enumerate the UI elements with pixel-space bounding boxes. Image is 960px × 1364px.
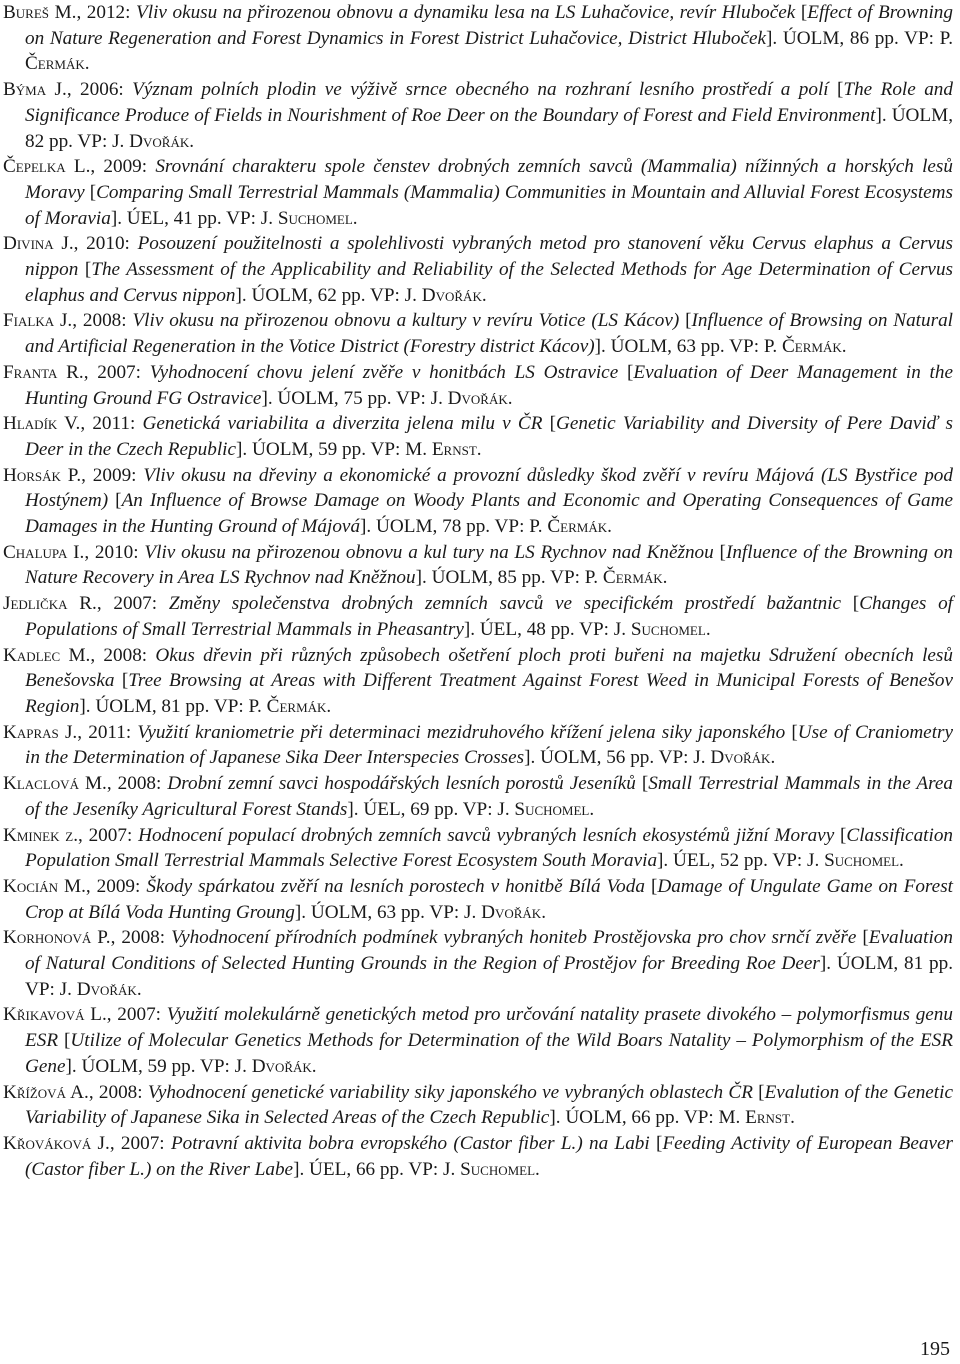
reference-details: ]. ÚEL, 41 pp. VP: J. <box>110 207 278 229</box>
reference-year: , 2012: <box>76 2 137 23</box>
reference-entry: Fialka J., 2008: Vliv okusu na přirozenou obnovu a kultury v revíru Votice (LS Kácov) [Influence of Browsing on Natural and Artificial Regeneration in the Votice District (Forestry district Kácov)]. ÚOLM, 63 pp. VP: P. Čermák. <box>3 310 954 358</box>
reference-title-english: Use of Craniometry in the Determination of Japanese Sika Deer Interspecies Crosses <box>25 721 954 769</box>
reference-entry: Hladík V., 2011: Genetická variabilita a diverzita jelena milu v ČR [Genetic Variability and Diversity of Pere Daviď s Deer in the Czech Republic]. ÚOLM, 59 pp. VP: M. Ernst. <box>3 413 954 460</box>
reference-supervisor: Čermák <box>25 53 85 75</box>
reference-title-czech: Vyhodnocení chovu jelení zvěře v honitbách LS Ostravice <box>149 361 619 383</box>
reference-year: , 2006: <box>66 79 133 101</box>
reference-title-english: Influence of Browsing on Natural and Artificial Regeneration in the Votice District (Forestry district Kácov) <box>25 310 954 358</box>
reference-title-czech: Vyhodnocení přírodních podmínek vybraných honiteb Prostějovska pro chov srnčí zvěře <box>171 927 857 949</box>
reference-end: . <box>705 618 711 640</box>
reference-author: Hladík V. <box>3 413 81 435</box>
reference-title-czech: Změny společenstva drobných zemních savců ve specifickém prostředí bažantnic <box>168 593 842 615</box>
reference-title-czech: Srovnání charakteru spole čenstev drobných zemních savců (Mammalia) nížinných a horských lesů Moravy <box>25 156 953 203</box>
reference-author: Franta R. <box>3 361 84 383</box>
reference-entry: Bureš M., 2012: Vliv okusu na přirozenou obnovu a dynamiku lesa na LS Luhačovice, revír Hluboček [Effect of Browning on Nature Regeneration and Forest Dynamics in Forest District Luhačovice, District Hluboček]. ÚOLM, 86 pp. VP: P. Čermák. <box>3 2 953 75</box>
reference-year: , 2011: <box>80 413 143 435</box>
reference-title-english: Evalution of the Genetic Variability of Japanese Sika in Selected Areas of the Czech Republic <box>25 1081 953 1129</box>
reference-details: ]. ÚOLM, 81 pp. VP: J. <box>25 953 953 1000</box>
reference-author: Kocián M. <box>3 875 86 897</box>
reference-title-english: Utilize of Molecular Genetics Methods for Determination of the Wild Boars Natality – Polymorphism of the ESR Gene <box>25 1030 953 1077</box>
reference-supervisor: Dvořák <box>251 1055 312 1077</box>
reference-year: , 2008: <box>110 927 172 949</box>
reference-supervisor: Suchomel <box>460 1158 536 1180</box>
reference-entry: Jedlička R., 2007: Změny společenstva drobných zemních savců ve specifickém prostředí bažantnic [Changes of Populations of Small Terrestrial Mammals in Pheasantry]. ÚEL, 48 pp. VP: J. Suchomel. <box>3 593 954 640</box>
reference-title-english: Genetic Variability and Diversity of Pere Daviď s Deer in the Czech Republic <box>25 413 954 460</box>
reference-year: , 2008: <box>106 773 168 795</box>
reference-supervisor: Suchomel <box>630 618 706 640</box>
reference-title-czech: Využití kraniometrie při determinaci mezidruhového křížení jelena siky japonského <box>137 721 786 743</box>
reference-details: ]. ÚOLM, 66 pp. VP: M. <box>549 1107 746 1129</box>
reference-title-czech: Potravní aktivita bobra evropského (Castor fiber L.) na Labi <box>170 1132 650 1154</box>
reference-title-czech: Vyhodnocení genetické variability siky japonského ve vybraných oblastech ČR <box>147 1081 753 1103</box>
page-number: 195 <box>920 1338 950 1360</box>
reference-entry: Býma J., 2006: Význam polních plodin ve výživě srnce obecného na rozhraní lesního prostředí a polí [The Role and Significance Produce of Fields in Nourishment of Roe Deer on the Boundary of Forest and Field Environment]. ÚOLM, 82 pp. VP: J. Dvořák. <box>3 79 953 152</box>
reference-supervisor: Ernst <box>745 1107 791 1129</box>
reference-end: . <box>311 1055 317 1077</box>
reference-entry: Klaclová M., 2008: Drobní zemní savci hospodářských lesních porostů Jeseníků [Small Terrestrial Mammals in the Area of the Jeseníky Agricultural Forest Stands]. ÚEL, 69 pp. VP: J. Suchomel. <box>3 773 953 820</box>
reference-end: . <box>541 901 546 923</box>
reference-supervisor: Suchomel <box>277 207 353 229</box>
reference-details: ]. ÚOLM, 62 pp. VP: J. <box>235 284 422 306</box>
reference-title-english: Influence of the Browning on Nature Recovery in Area LS Rychnov nad Kněžnou <box>25 541 954 589</box>
reference-details: ]. ÚOLM, 63 pp. VP: J. <box>294 901 482 923</box>
reference-entry: Franta R., 2007: Vyhodnocení chovu jelení zvěře v honitbách LS Ostravice [Evaluation of Deer Management in the Hunting Ground FG Ostravice]. ÚOLM, 75 pp. VP: J. Dvořák. <box>3 361 953 409</box>
reference-end: . <box>589 798 595 820</box>
reference-year: , 2008: <box>90 644 156 666</box>
reference-entry: Divina J., 2010: Posouzení použitelnosti a spolehlivosti vybraných metod pro stanovení věku Cervus elaphus a Cervus nippon [The Assessment of the Applicability and Reliability of the Selected Methods for Age Determination of Cervus elaphus and Cervus nippon]. ÚOLM, 62 pp. VP: J. Dvořák. <box>3 233 953 306</box>
reference-author: Jedlička R. <box>3 593 97 615</box>
reference-author: Korhonová P. <box>3 927 111 949</box>
reference-list <box>3 0 953 1182</box>
reference-author: Fialka J. <box>3 310 73 332</box>
reference-end: . <box>899 850 904 872</box>
reference-title-english: The Assessment of the Applicability and Reliability of the Selected Methods for Age Determination of Cervus elaphus and Cervus nippon <box>25 259 953 306</box>
reference-year: , 2009: <box>90 156 156 178</box>
reference-supervisor: Dvořák <box>447 387 508 409</box>
reference-title-czech: Okus dřevin při různých způsobech ošetření ploch proti buřeni na majetku Sdružení obecních lesů Benešovska <box>25 644 953 692</box>
reference-title-czech: Využití molekulárně genetických metod pro určování natality prasete divokého – polymorfismus genu ESR <box>25 1004 953 1052</box>
reference-title-english: Classification Population Small Terrestrial Mammals Selective Forest Ecosystem South Moravia <box>25 824 954 872</box>
reference-title-english: Effect of Browning on Nature Regeneration and Forest Dynamics in Forest District Luhačovice, District Hluboček <box>25 2 953 49</box>
reference-entry: Čepelka L., 2009: Srovnání charakteru spole čenstev drobných zemních savců (Mammalia) nížinných a horských lesů Moravy [Comparing Small Terrestrial Mammals (Mammalia) Communities in Mountain and Alluvial Forest Ecosystems of Moravia]. ÚEL, 41 pp. VP: J. Suchomel. <box>3 156 953 229</box>
reference-end: . <box>770 747 776 769</box>
reference-title-czech: Drobní zemní savci hospodářských lesních porostů Jeseníků <box>167 773 636 795</box>
reference-title-english: The Role and Significance Produce of Fields in Nourishment of Roe Deer on the Boundary of Forest and Field Environment <box>25 79 953 126</box>
reference-entry: Horsák P., 2009: Vliv okusu na dřeviny a ekonomické a provozní důsledky škod zvěří v revíru Májová (LS Bystřice pod Hostýnem) [An Influence of Browse Damage on Woody Plants and Economic and Operating Consequences of Game Damages in the Hunting Ground of Májová]. ÚOLM, 78 pp. VP: P. Čermák. <box>3 464 954 538</box>
reference-details: ]. ÚOLM, 75 pp. VP: J. <box>261 387 448 409</box>
reference-author: Bureš M. <box>3 2 77 23</box>
reference-end: . <box>189 130 195 152</box>
reference-title-czech: Vliv okusu na přirozenou obnovu a kultury v revíru Votice (LS Kácov) <box>132 310 680 332</box>
reference-author: Křováková J. <box>3 1132 110 1154</box>
reference-details: ]. ÚOLM, 59 pp. VP: M. <box>236 438 432 460</box>
reference-year: , 2010: <box>84 541 145 563</box>
reference-title-english: Evaluation of Natural Conditions of Selected Hunting Grounds in the Region of Prostějov for Breeding Roe Deer <box>25 927 953 975</box>
reference-title-english: Small Terrestrial Mammals in the Area of the Jeseníky Agricultural Forest Stands <box>25 773 953 820</box>
reference-supervisor: Dvořák <box>421 284 482 306</box>
reference-details: ]. ÚOLM, 78 pp. VP: P. <box>360 516 548 538</box>
reference-year: , 2007: <box>96 593 169 615</box>
reference-details: ]. ÚEL, 66 pp. VP: J. <box>293 1158 461 1180</box>
reference-details: ]. ÚOLM, 63 pp. VP: P. <box>594 336 782 358</box>
reference-author: Býma J. <box>3 79 67 101</box>
reference-details: ]. ÚEL, 69 pp. VP: J. <box>347 798 515 820</box>
reference-details: ]. ÚOLM, 86 pp. VP: P. <box>766 27 953 49</box>
reference-title-czech: Vliv okusu na přirozenou obnovu a dynamiku lesa na LS Luhačovice, revír Hluboček <box>136 2 796 23</box>
reference-entry: Kadlec M., 2008: Okus dřevin při různých způsobech ošetření ploch proti buřeni na majetku Sdružení obecních lesů Benešovska [Tree Browsing at Areas with Different Treatment Against Forest Weed in Municipal Forests of Benešov Region]. ÚOLM, 81 pp. VP: P. Čermák. <box>3 644 954 717</box>
reference-end: . <box>136 978 142 1000</box>
reference-end: . <box>507 387 513 409</box>
reference-year: , 2009: <box>81 464 144 486</box>
reference-supervisor: Čermák <box>547 516 608 538</box>
reference-entry: Kocián M., 2009: Škody spárkatou zvěří na lesních porostech v honitbě Bílá Voda [Damage of Ungulate Game on Forest Crop at Bílá Voda Hunting Groung]. ÚOLM, 63 pp. VP: J. Dvořák. <box>3 875 953 923</box>
reference-author: Křikavová L. <box>3 1004 107 1026</box>
reference-title-czech: Význam polních plodin ve výživě srnce obecného na rozhraní lesního prostředí a polí <box>132 79 829 101</box>
reference-supervisor: Dvořák <box>129 130 190 152</box>
reference-title-english: Feeding Activity of European Beaver (Castor fiber L.) on the River Labe <box>25 1132 953 1180</box>
reference-details: ]. ÚOLM, 82 pp. VP: J. <box>25 104 953 152</box>
reference-entry: Kapras J., 2011: Využití kraniometrie při determinaci mezidruhového křížení jelena siky japonského [Use of Craniometry in the Determination of Japanese Sika Deer Interspecies Crosses]. ÚOLM, 56 pp. VP: J. Dvořák. <box>3 721 954 769</box>
reference-end: . <box>481 284 487 306</box>
reference-details: ]. ÚOLM, 85 pp. VP: P. <box>415 567 603 589</box>
reference-entry: Křikavová L., 2007: Využití molekulárně genetických metod pro určování natality prasete divokého – polymorfismus genu ESR [Utilize of Molecular Genetics Methods for Determination of the Wild Boars Natality – Polymorphism of the ESR Gene]. ÚOLM, 59 pp. VP: J. Dvořák. <box>3 1004 953 1077</box>
reference-entry: Křížová A., 2008: Vyhodnocení genetické variability siky japonského ve vybraných oblastech ČR [Evalution of the Genetic Variability of Japanese Sika in Selected Areas of the Czech Republic]. ÚOLM, 66 pp. VP: M. Ernst. <box>3 1081 953 1129</box>
reference-author: Horsák P. <box>3 464 82 486</box>
reference-year: , 2007: <box>106 1004 167 1026</box>
reference-title-czech: Genetická variabilita a diverzita jelena milu v ČR <box>142 413 543 435</box>
reference-year: , 2007: <box>83 361 150 383</box>
reference-entry: Křováková J., 2007: Potravní aktivita bobra evropského (Castor fiber L.) na Labi [Feeding Activity of European Beaver (Castor fiber L.) on the River Labe]. ÚEL, 66 pp. VP: J. Suchomel. <box>3 1132 953 1180</box>
reference-author: Klaclová M. <box>3 773 107 795</box>
reference-year: , 2009: <box>85 875 147 897</box>
reference-details: ]. ÚOLM, 81 pp. VP: P. <box>79 695 267 717</box>
reference-title-czech: Posouzení použitelnosti a spolehlivosti vybraných metod pro stanovení věku Cervus elaphus a Cervus nippon <box>25 233 953 281</box>
reference-author: Křížová A. <box>3 1081 89 1103</box>
reference-supervisor: Čermák <box>266 695 327 717</box>
reference-entry: Korhonová P., 2008: Vyhodnocení přírodních podmínek vybraných honiteb Prostějovska pro chov srnčí zvěře [Evaluation of Natural Conditions of Selected Hunting Grounds in the Region of Prostějov for Breeding Roe Deer]. ÚOLM, 81 pp. VP: J. Dvořák. <box>3 927 953 1000</box>
reference-title-english: Comparing Small Terrestrial Mammals (Mammalia) Communities in Mountain and Alluvial Forest Ecosystems of Moravia <box>25 181 953 229</box>
reference-title-czech: Hodnocení populací drobných zemních savců vybraných lesních ekosystémů jižní Moravy <box>138 824 835 846</box>
reference-entry: Kminek z., 2007: Hodnocení populací drobných zemních savců vybraných lesních ekosystémů jižní Moravy [Classification Population Small Terrestrial Mammals Selective Forest Ecosystem South Moravia]. ÚEL, 52 pp. VP: J. Suchomel. <box>3 824 954 872</box>
reference-supervisor: Čermák <box>781 336 842 358</box>
reference-author: Kadlec M. <box>3 644 91 666</box>
reference-supervisor: Suchomel <box>514 798 590 820</box>
reference-title-english: An Influence of Browse Damage on Woody Plants and Economic and Operating Consequences of Game Damages in the Hunting Ground of Májová <box>25 490 954 538</box>
reference-details: ]. ÚEL, 48 pp. VP: J. <box>463 618 631 640</box>
reference-end: . <box>535 1158 540 1180</box>
reference-year: , 2011: <box>77 721 138 743</box>
reference-supervisor: Čermák <box>602 567 663 589</box>
reference-author: Divina J. <box>3 233 74 255</box>
reference-end: . <box>841 336 847 358</box>
reference-details: ]. ÚEL, 52 pp. VP: J. <box>657 850 825 872</box>
reference-year: , 2008: <box>72 310 133 332</box>
reference-author: Čepelka L. <box>3 156 91 178</box>
reference-title-english: Changes of Populations of Small Terrestrial Mammals in Pheasantry <box>25 593 954 640</box>
reference-end: . <box>790 1107 795 1129</box>
reference-details: ]. ÚOLM, 59 pp. VP: J. <box>65 1055 252 1077</box>
reference-year: , 2007: <box>109 1132 171 1154</box>
reference-title-czech: Vliv okusu na přirozenou obnovu a kul tury na LS Rychnov nad Kněžnou <box>144 541 714 563</box>
reference-supervisor: Dvořák <box>481 901 542 923</box>
reference-end: . <box>476 438 482 460</box>
reference-end: . <box>352 207 358 229</box>
reference-title-czech: Vliv okusu na dřeviny a ekonomické a provozní důsledky škod zvěří v revíru Májová (LS Bystřice pod Hostýnem) <box>25 464 953 512</box>
reference-supervisor: Dvořák <box>76 978 137 1000</box>
reference-year: , 2007: <box>78 824 139 846</box>
reference-details: ]. ÚOLM, 56 pp. VP: J. <box>524 747 711 769</box>
reference-year: , 2010: <box>73 233 138 255</box>
reference-author: Kapras J. <box>3 721 78 743</box>
reference-end: . <box>84 53 90 75</box>
reference-year: , 2008: <box>88 1081 148 1103</box>
reference-author: Kminek z. <box>3 824 78 846</box>
reference-end: . <box>607 516 612 538</box>
reference-title-czech: Škody spárkatou zvěří na lesních porostech v honitbě Bílá Voda <box>146 875 645 897</box>
reference-supervisor: Dvořák <box>710 747 771 769</box>
reference-end: . <box>662 567 668 589</box>
reference-entry: Chalupa I., 2010: Vliv okusu na přirozenou obnovu a kul tury na LS Rychnov nad Kněžnou [Influence of the Browning on Nature Recovery in Area LS Rychnov nad Kněžnou]. ÚOLM, 85 pp. VP: P. Čermák. <box>3 541 954 589</box>
reference-title-english: Tree Browsing at Areas with Different Treatment Against Forest Weed in Municipal Forests of Benešov Region <box>25 670 954 717</box>
reference-supervisor: Ernst <box>431 438 477 460</box>
reference-title-english: Evaluation of Deer Management in the Hunting Ground FG Ostravice <box>25 361 953 409</box>
reference-author: Chalupa I. <box>3 541 85 563</box>
reference-supervisor: Suchomel <box>824 850 900 872</box>
reference-end: . <box>326 695 332 717</box>
reference-title-english: Damage of Ungulate Game on Forest Crop at Bílá Voda Hunting Groung <box>25 875 953 923</box>
